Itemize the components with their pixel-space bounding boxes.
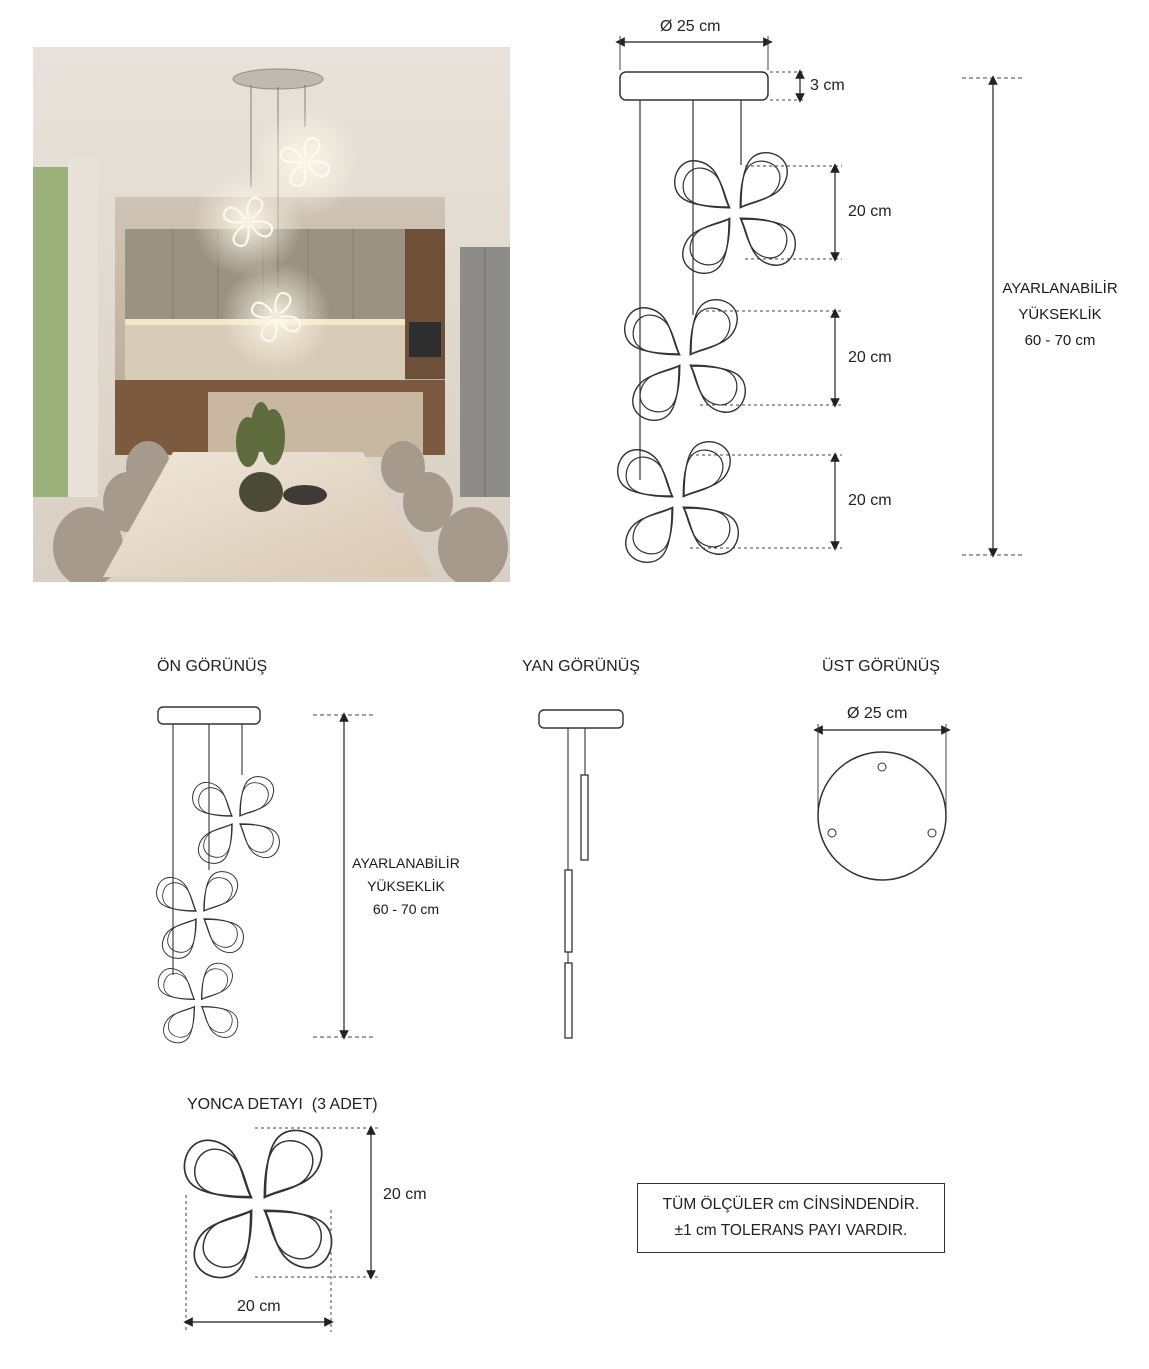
measurement-note-box: [637, 1183, 945, 1253]
main-canopy: [620, 36, 806, 100]
front-view-title: ÖN GÖRÜNÜŞ: [157, 658, 268, 675]
side-view-drawing: [539, 710, 623, 1038]
canopy-height-label: 3 cm: [810, 77, 845, 94]
main-wires: [640, 100, 741, 480]
front-view-drawing: [157, 707, 375, 1043]
main-diameter-label: Ø 25 cm: [660, 18, 721, 35]
front-adjustable-line2: YÜKSEKLİK: [367, 878, 445, 894]
clover-detail-title: YONCA DETAYI (3 ADET): [187, 1096, 378, 1113]
clover-height-label: 20 cm: [383, 1186, 427, 1203]
top-view-diameter: Ø 25 cm: [847, 705, 908, 722]
spacing-label-1: 20 cm: [848, 203, 892, 220]
top-view-title: ÜST GÖRÜNÜŞ: [822, 658, 940, 675]
front-adjustable-line1: AYARLANABİLİR: [352, 855, 460, 871]
front-adjustable-text: [346, 852, 466, 921]
side-view-title: YAN GÖRÜNÜŞ: [522, 658, 640, 675]
main-adjustable-text: [995, 276, 1125, 354]
note-line-1: TÜM ÖLÇÜLER cm CİNSİNDENDİR.: [662, 1196, 920, 1213]
main-spacing-dims: [690, 166, 842, 548]
spacing-label-3: 20 cm: [848, 492, 892, 509]
main-adjustable-line1: AYARLANABİLİR: [1002, 280, 1118, 297]
top-view-drawing: [818, 724, 946, 880]
clover-width-label: 20 cm: [237, 1298, 281, 1315]
main-clover-3: [618, 442, 739, 563]
main-clover-2: [625, 300, 746, 421]
note-line-2: ±1 cm TOLERANS PAYI VARDIR.: [674, 1222, 908, 1239]
clover-detail-drawing: [184, 1128, 380, 1332]
spacing-label-2: 20 cm: [848, 349, 892, 366]
front-adjustable-line3: 60 - 70 cm: [372, 901, 440, 917]
main-adjustable-line2: YÜKSEKLİK: [1018, 306, 1102, 323]
main-adjustable-line3: 60 - 70 cm: [1024, 332, 1096, 349]
